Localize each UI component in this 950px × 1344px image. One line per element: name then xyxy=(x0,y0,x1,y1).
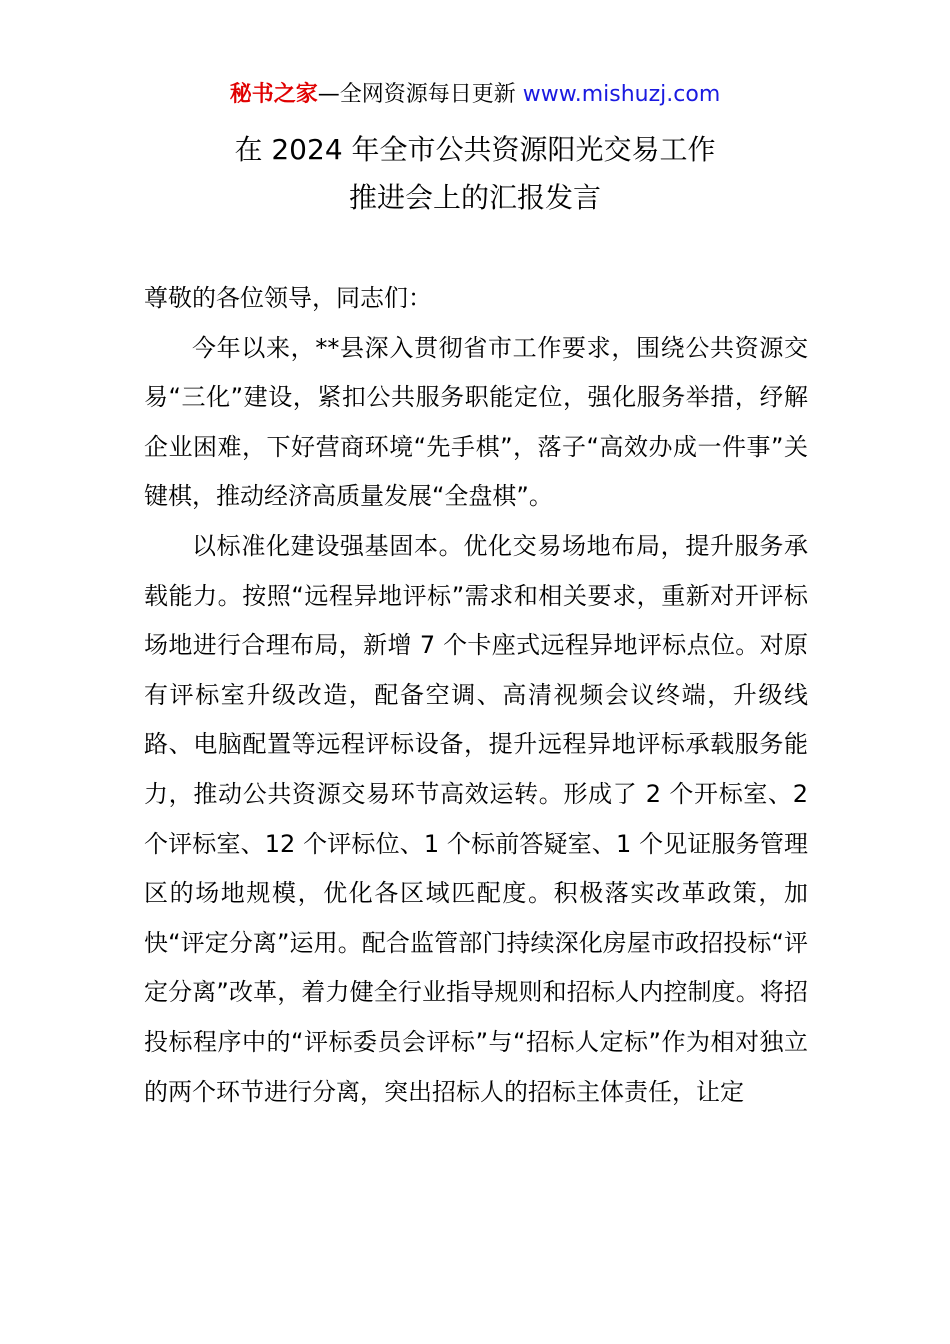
paragraph-1: 今年以来，**县深入贯彻省市工作要求，围绕公共资源交易“三化”建设，紧扣公共服务职能定位，强化服务举措，纾解企业困难，下好营商环境“先手棋”，落子“高效办成一件事”关键棋，推动经济高质量发展“全盘棋”。 xyxy=(144,333,808,511)
paragraph-2: 以标准化建设强基固本。优化交易场地布局，提升服务承载能力。按照“远程异地评标”需求和相关要求，重新对开评标场地进行合理布局，新增 7 个卡座式远程异地评标点位。对原有评标室升级改造，配备空调、高清视频会议终端，升级线路、电脑配置等远程评标设备，提升远程异地评标承载服务能力，推动公共资源交易环节高效运转。形成了 2 个开标室、2 个评标室、12 个评标位、1 个标前答疑室、1 个见证服务管理区的场地规模，优化各区域匹配度。积极落实改革政策，加快“评定分离”运用。配合监管部门持续深化房屋市政招投标“评定分离”改革，着力健全行业指导规则和招标人内控制度。将招投标程序中的“评标委员会评标”与“招标人定标”作为相对独立的两个环节进行分离，突出招标人的招标主体责任，让定 xyxy=(144,531,808,1106)
document-title xyxy=(0,126,950,222)
site-header xyxy=(0,80,950,110)
document-body xyxy=(144,274,808,1117)
title-line-1: 在 2024 年全市公共资源阳光交易工作 xyxy=(234,133,716,166)
site-url-link[interactable]: www.mishuzj.com xyxy=(522,82,721,107)
salutation: 尊敬的各位领导，同志们： xyxy=(144,284,432,312)
title-line-2: 推进会上的汇报发言 xyxy=(348,181,601,214)
site-tagline: —全网资源每日更新 xyxy=(317,82,516,107)
brand-name: 秘书之家 xyxy=(229,82,318,107)
